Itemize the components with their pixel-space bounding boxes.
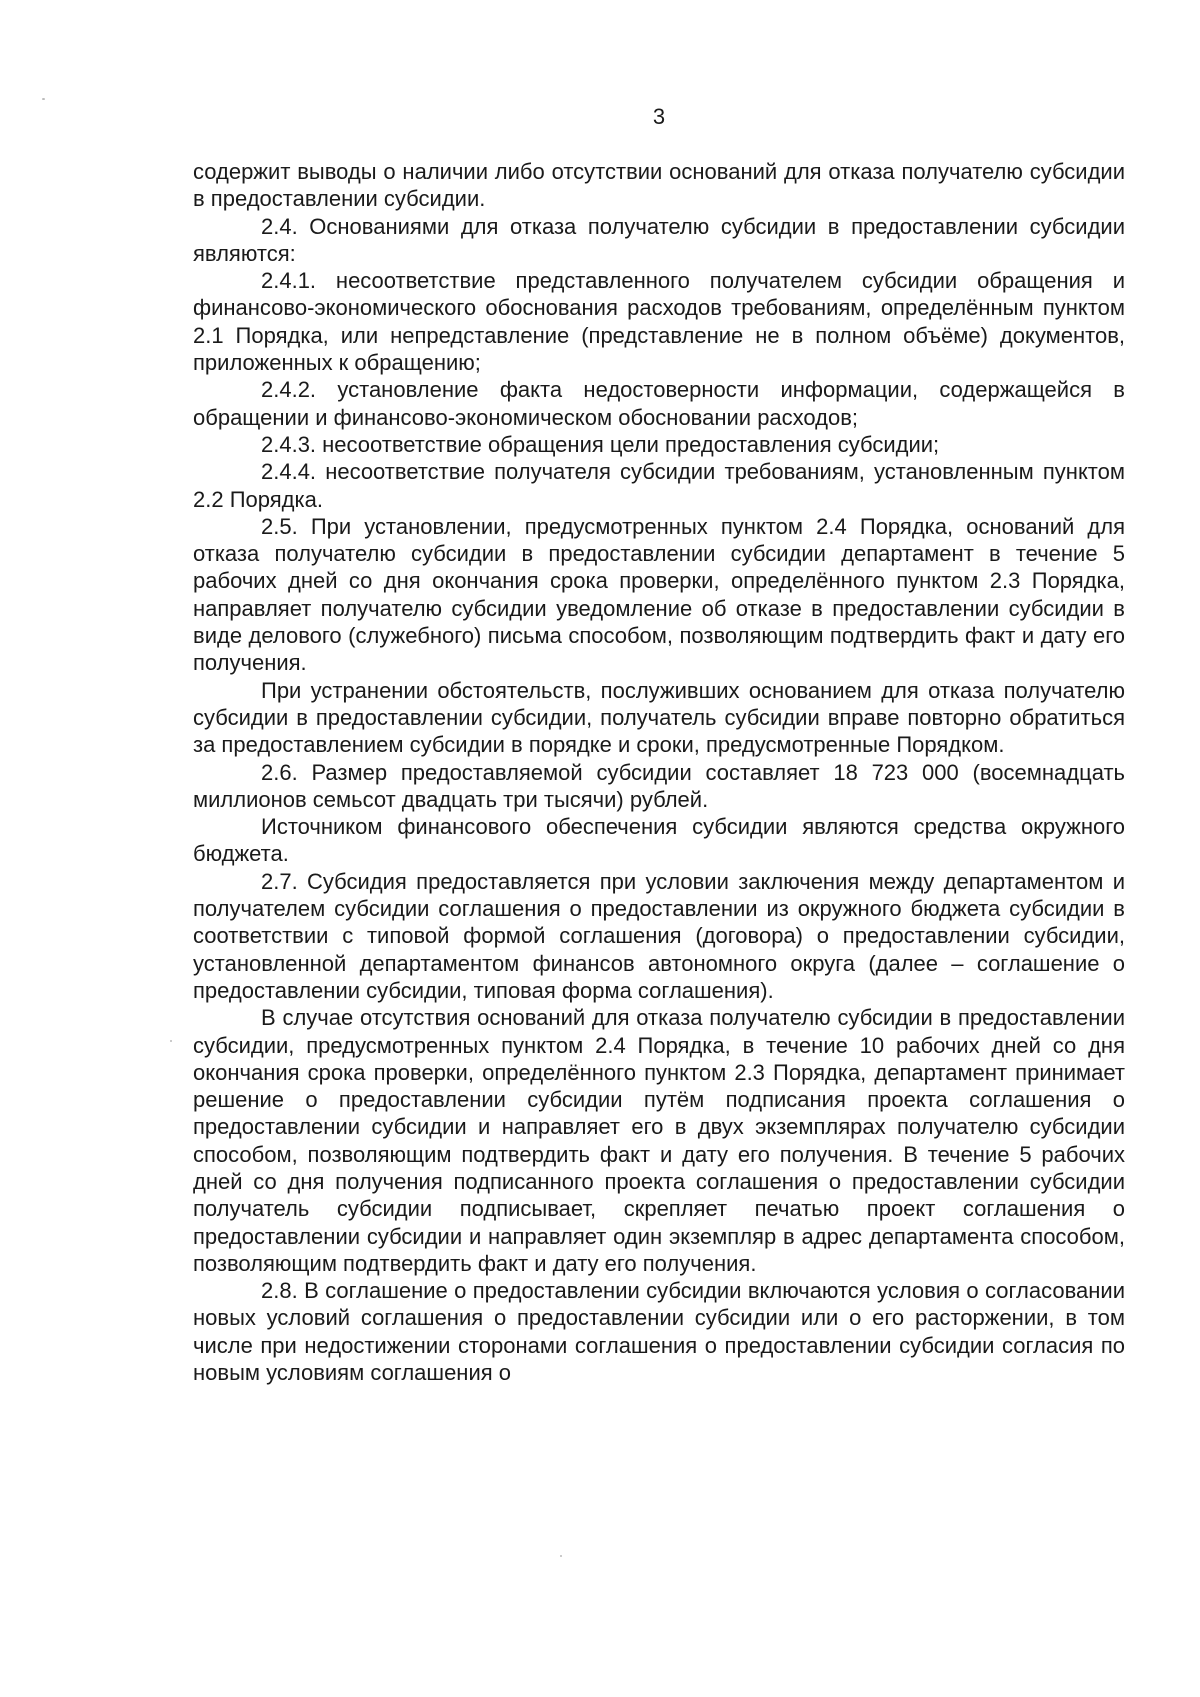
paragraph-2-4-2: 2.4.2. установление факта недостоверности информации, содержащейся в обращении и финансово-экономическом обосновании расходов; bbox=[193, 377, 1125, 430]
page-number: 3 bbox=[652, 104, 666, 129]
paragraph-2-7-continued: В случае отсутствия оснований для отказа получателю субсидии в предоставлении субсидии, предусмотренных пунктом 2.4 Порядка, в течение 10 рабочих дней со дня окончания срока проверки, определённого пунктом 2.3 Порядка, департамент принимает решение о предоставлении субсидии путём подписания проекта соглашения о предоставлении субсидии и направляет его в двух экземплярах получателю субсидии способом, позволяющим подтвердить факт и дату его получения. В течение 5 рабочих дней со дня получения подписанного проекта соглашения о предоставлении субсидии получатель субсидии подписывает, скрепляет печатью проект соглашения о предоставлении субсидии и направляет один экземпляр в адрес департамента способом, позволяющим подтвердить факт и дату его получения. bbox=[193, 1005, 1125, 1276]
scan-speck bbox=[560, 1555, 562, 1557]
paragraph-2-7: 2.7. Субсидия предоставляется при условии заключения между департаментом и получателем субсидии соглашения о предоставлении из окружного бюджета субсидии в соответствии с типовой формой соглашения (договора) о предоставлении субсидии, установленной департаментом финансов автономного округа (далее – соглашение о предоставлении субсидии, типовая форма соглашения). bbox=[193, 868, 1125, 1003]
paragraph-2-6: 2.6. Размер предоставляемой субсидии составляет 18 723 000 (восемнадцать миллионов семьсот двадцать три тысячи) рублей. bbox=[193, 759, 1125, 812]
paragraph-2-4-1: 2.4.1. несоответствие представленного получателем субсидии обращения и финансово-экономического обоснования расходов требованиям, определённым пунктом 2.1 Порядка, или непредставление (представление не в полном объёме) документов, приложенных к обращению; bbox=[193, 268, 1125, 376]
paragraph-2-4-3: 2.4.3. несоответствие обращения цели предоставления субсидии; bbox=[261, 431, 940, 457]
document-body bbox=[193, 158, 1125, 1386]
paragraph-2-5-continued: При устранении обстоятельств, послуживших основанием для отказа получателю субсидии в предоставлении субсидии, получатель субсидии вправе повторно обратиться за предоставлением субсидии в порядке и сроки, предусмотренные Порядком. bbox=[193, 677, 1125, 758]
paragraph-2-4: 2.4. Основаниями для отказа получателю субсидии в предоставлении субсидии являются: bbox=[193, 213, 1125, 266]
scan-speck bbox=[42, 98, 45, 100]
paragraph-2-5: 2.5. При установлении, предусмотренных пунктом 2.4 Порядка, оснований для отказа получателю субсидии в предоставлении субсидии департамент в течение 5 рабочих дней со дня окончания срока проверки, определённого пунктом 2.3 Порядка, направляет получателю субсидии уведомление об отказе в предоставлении субсидии в виде делового (служебного) письма способом, позволяющим подтвердить факт и дату его получения. bbox=[193, 513, 1125, 676]
paragraph-2-8: 2.8. В соглашение о предоставлении субсидии включаются условия о согласовании новых условий соглашения о предоставлении субсидии или о его расторжении, в том числе при недостижении сторонами соглашения о предоставлении субсидии согласия по новым условиям соглашения о bbox=[193, 1278, 1125, 1386]
paragraph-continuation: содержит выводы о наличии либо отсутствии оснований для отказа получателю субсидии в предоставлении субсидии. bbox=[193, 159, 1125, 212]
paragraph-2-4-4: 2.4.4. несоответствие получателя субсидии требованиям, установленным пунктом 2.2 Порядка. bbox=[193, 459, 1125, 512]
paragraph-2-6-continued: Источником финансового обеспечения субсидии являются средства окружного бюджета. bbox=[193, 814, 1125, 867]
scan-speck bbox=[170, 1040, 172, 1042]
